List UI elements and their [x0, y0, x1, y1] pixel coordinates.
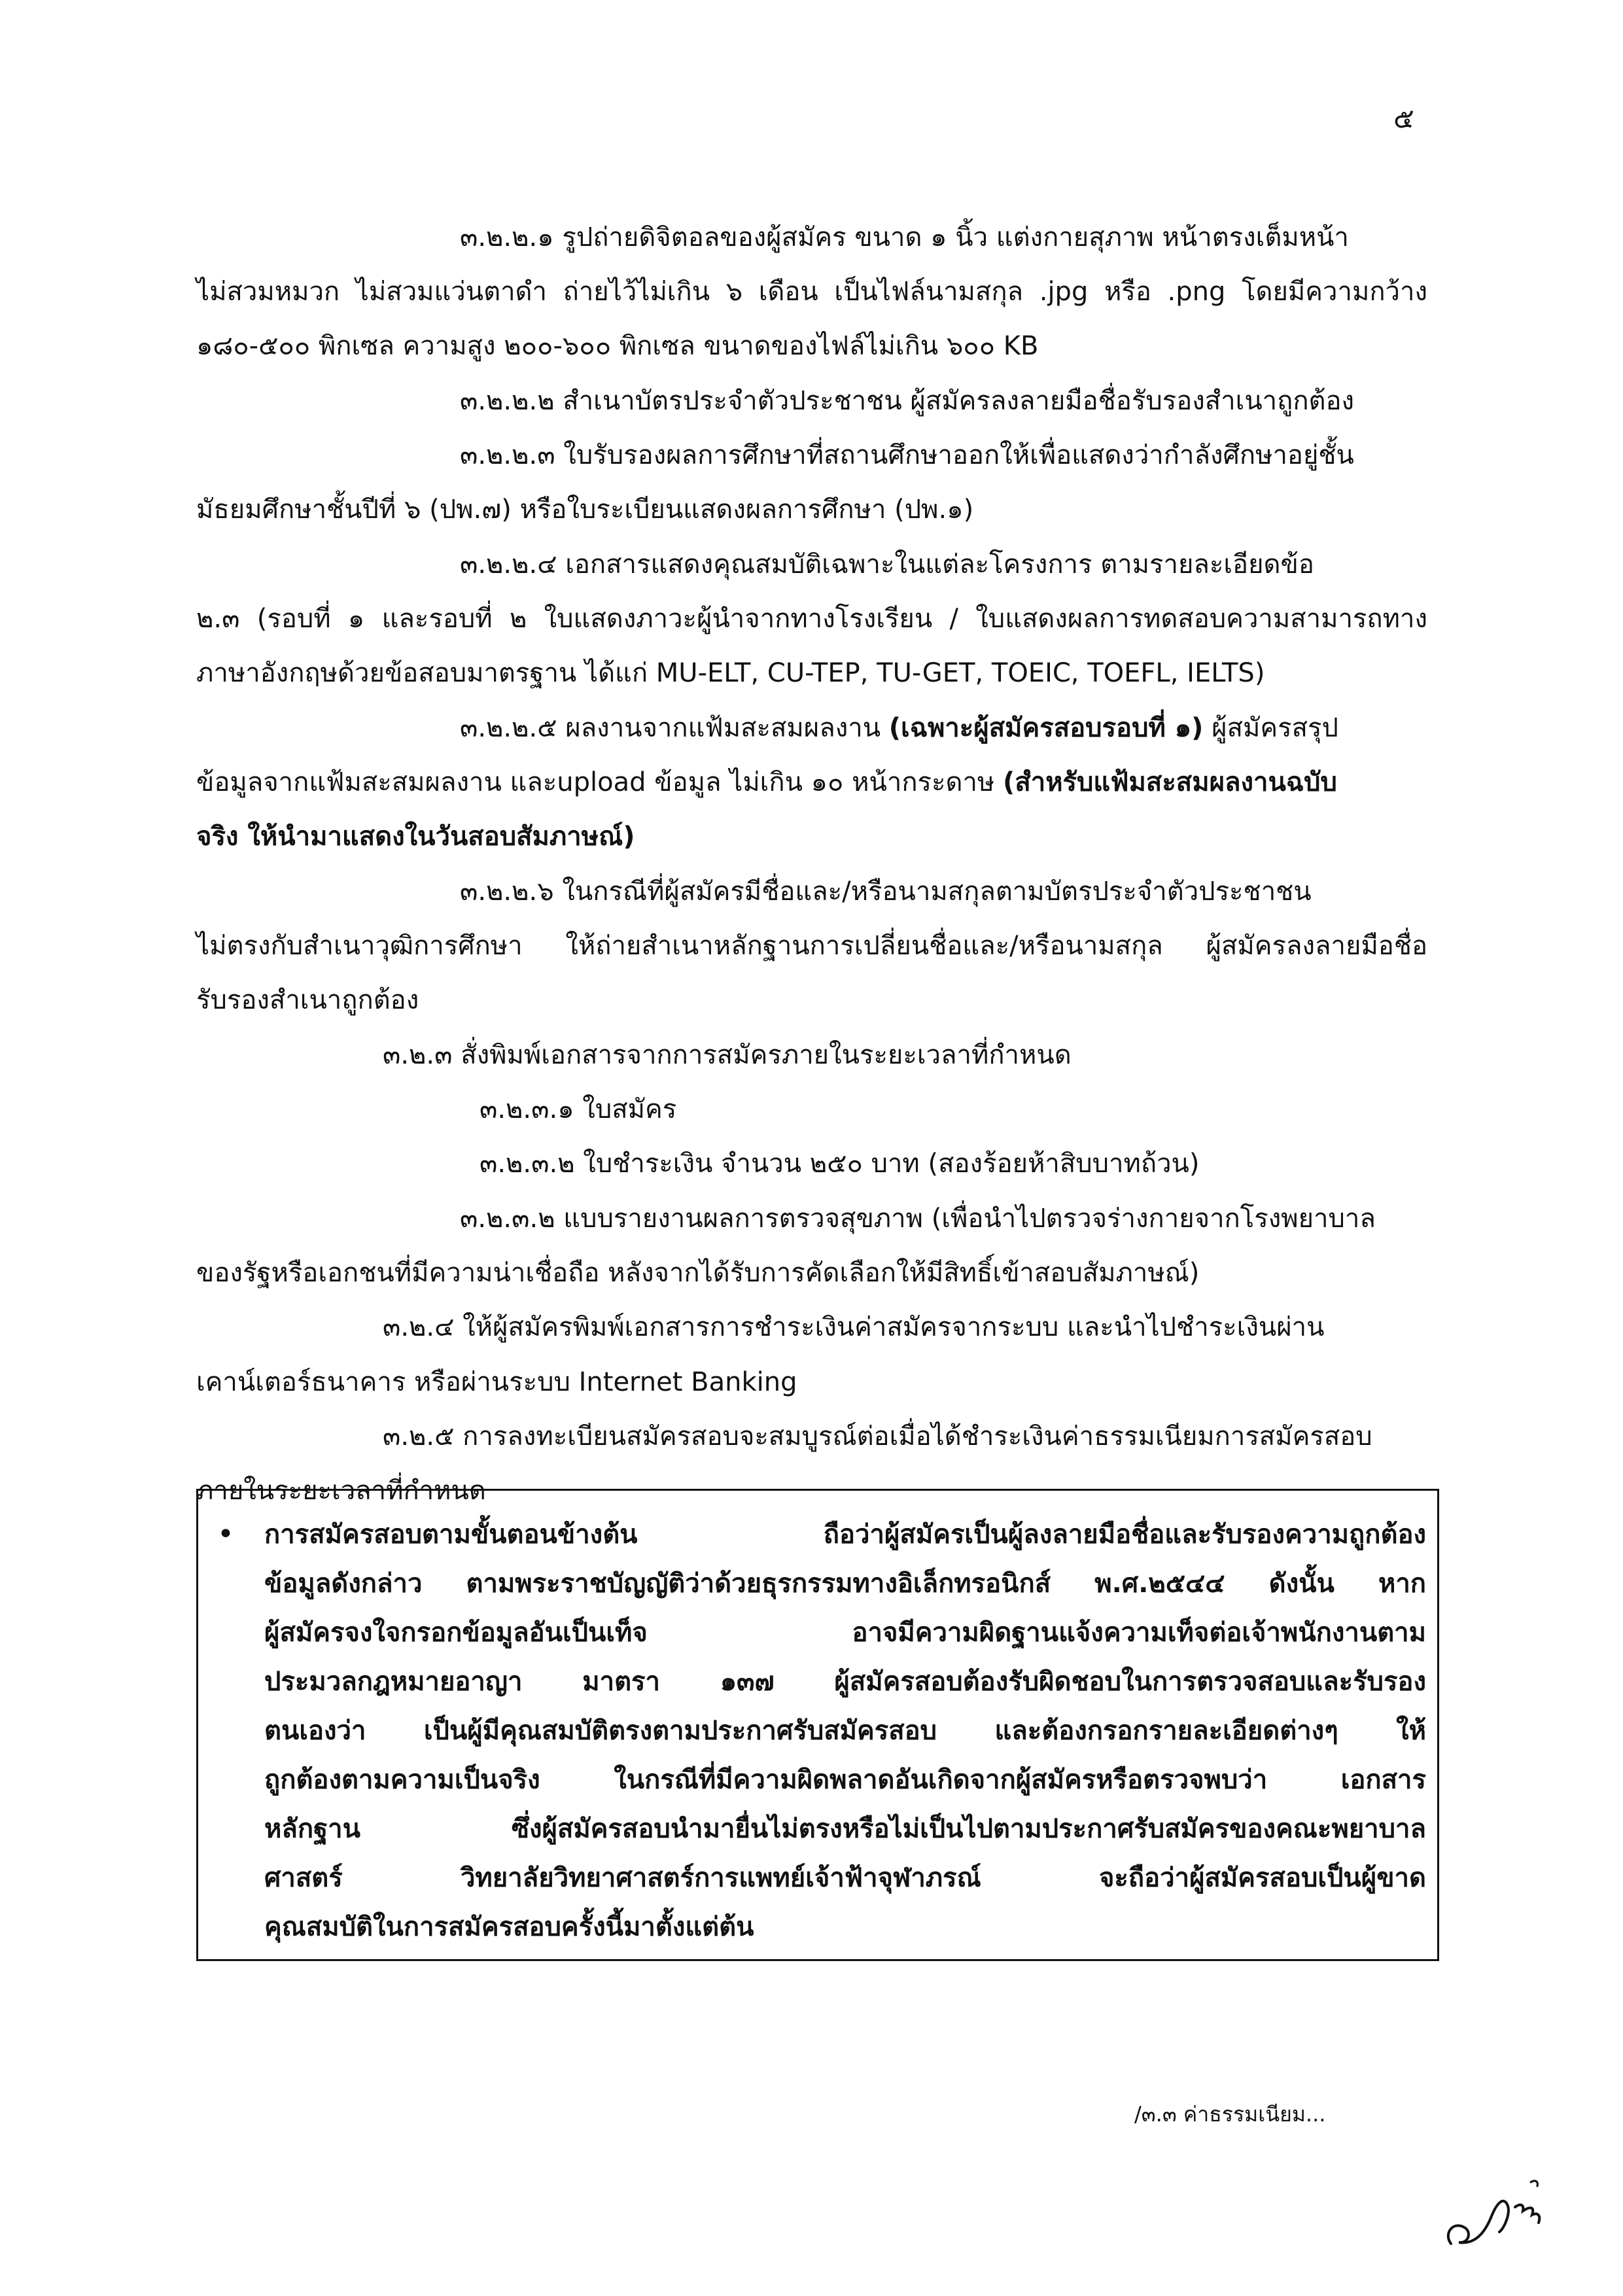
notice-line-9: คุณสมบัติในการสมัครสอบครั้งนี้มาตั้งแต่ต้น [264, 1912, 754, 1942]
item-3-2-4-line-2: เคาน์เตอร์ธนาคาร หรือผ่านระบบ Internet Banking [196, 1367, 797, 1397]
notice-bullet: • [217, 1518, 234, 1551]
notice-line-1: การสมัครสอบตามขั้นตอนข้างต้น ถือว่าผู้สมัครเป็นผู้ลงลายมือชื่อและรับรองความถูกต้อง [264, 1520, 1426, 1550]
notice-line-6: ถูกต้องตามความเป็นจริง ในกรณีที่มีความผิดพลาดอันเกิดจากผู้สมัครหรือตรวจพบว่า เอกสาร [264, 1765, 1426, 1795]
item-3-2-2-5-text-c: ผู้สมัครสรุป [1203, 713, 1338, 743]
item-3-2-3: ๓.๒.๓ สั่งพิมพ์เอกสารจากการสมัครภายในระยะเวลาที่กำหนด [383, 1040, 1072, 1070]
item-3-2-2-3-line-2: มัธยมศึกษาชั้นปีที่ ๖ (ปพ.๗) หรือใบระเบียนแสดงผลการศึกษา (ปพ.๑) [196, 495, 974, 525]
notice-line-8: ศาสตร์ วิทยาลัยวิทยาศาสตร์การแพทย์เจ้าฟ้าจุฬาภรณ์ จะถือว่าผู้สมัครสอบเป็นผู้ขาด [264, 1863, 1426, 1893]
item-3-2-2-5-round-note: (เฉพาะผู้สมัครสอบรอบที่ ๑) [888, 713, 1204, 743]
item-3-2-2-1-line-1: ๓.๒.๒.๑ รูปถ่ายดิจิตอลของผู้สมัคร ขนาด ๑ นิ้ว แต่งกายสุภาพ หน้าตรงเต็มหน้า [460, 222, 1349, 252]
notice-line-5: ตนเองว่า เป็นผู้มีคุณสมบัติตรงตามประกาศรับสมัครสอบ และต้องกรอกรายละเอียดต่างๆ ให้ [264, 1716, 1426, 1746]
item-3-2-2-6-line-2: ไม่ตรงกับสำเนาวุฒิการศึกษา ให้ถ่ายสำเนาหลักฐานการเปลี่ยนชื่อและ/หรือนามสกุล ผู้สมัครลงลายมือชื่อ [196, 931, 1427, 961]
item-3-2-2-6-line-1: ๓.๒.๒.๖ ในกรณีที่ผู้สมัครมีชื่อและ/หรือนามสกุลตามบัตรประจำตัวประชาชน [460, 877, 1312, 907]
item-3-2-2-5-text-a: ๓.๒.๒.๕ ผลงานจากแฟ้มสะสมผลงาน [460, 713, 889, 743]
item-3-2-2-4-line-3: ภาษาอังกฤษด้วยข้อสอบมาตรฐาน ได้แก่ MU-ELT, CU-TEP, TU-GET, TOEIC, TOEFL, IELTS) [196, 658, 1265, 688]
item-3-2-2-4-line-1: ๓.๒.๒.๔ เอกสารแสดงคุณสมบัติเฉพาะในแต่ละโครงการ ตามรายละเอียดข้อ [460, 549, 1314, 580]
handwritten-initials [1439, 2165, 1570, 2263]
item-3-2-2-5-line-1 [460, 710, 1338, 746]
item-3-2-2-3-line-1: ๓.๒.๒.๓ ใบรับรองผลการศึกษาที่สถานศึกษาออกให้เพื่อแสดงว่ากำลังศึกษาอยู่ชั้น [460, 440, 1354, 470]
item-3-2-2-1-line-3: ๑๘๐-๕๐๐ พิกเซล ความสูง ๒๐๐-๖๐๐ พิกเซล ขนาดของไฟล์ไม่เกิน ๖๐๐ KB [196, 331, 1039, 361]
item-3-2-2-5-text-d: ข้อมูลจากแฟ้มสะสมผลงาน และupload ข้อมูล ไม่เกิน ๑๐ หน้ากระดาษ [196, 767, 1003, 797]
notice-line-3: ผู้สมัครจงใจกรอกข้อมูลอันเป็นเท็จ อาจมีความผิดฐานแจ้งความเท็จต่อเจ้าพนักงานตาม [264, 1618, 1426, 1648]
item-3-2-3-2: ๓.๒.๓.๒ ใบชำระเงิน จำนวน ๒๕๐ บาท (สองร้อยห้าสิบบาทถ้วน) [480, 1149, 1200, 1179]
item-3-2-4-line-1: ๓.๒.๔ ให้ผู้สมัครพิมพ์เอกสารการชำระเงินค่าสมัครจากระบบ และนำไปชำระเงินผ่าน [383, 1312, 1325, 1342]
continuation-footer: /๓.๓ ค่าธรรมเนียม... [1134, 2102, 1326, 2127]
item-3-2-3-3-line-1: ๓.๒.๓.๒ แบบรายงานผลการตรวจสุขภาพ (เพื่อนำไปตรวจร่างกายจากโรงพยาบาล [460, 1204, 1376, 1234]
item-3-2-2-5-line-2 [196, 764, 1337, 801]
item-3-2-2-5-original-note: (สำหรับแฟ้มสะสมผลงานฉบับ [1003, 767, 1337, 797]
item-3-2-3-1: ๓.๒.๓.๑ ใบสมัคร [480, 1094, 677, 1124]
notice-line-4: ประมวลกฎหมายอาญา มาตรา ๑๓๗ ผู้สมัครสอบต้องรับผิดชอบในการตรวจสอบและรับรอง [264, 1667, 1426, 1697]
item-3-2-2-1-line-2: ไม่สวมหมวก ไม่สวมแว่นตาดำ ถ่ายไว้ไม่เกิน ๖ เดือน เป็นไฟล์นามสกุล .jpg หรือ .png โดยมีความกว้าง [196, 277, 1427, 307]
item-3-2-2-4-line-2: ๒.๓ (รอบที่ ๑ และรอบที่ ๒ ใบแสดงภาวะผู้นำจากทางโรงเรียน / ใบแสดงผลการทดสอบความสามารถทาง [196, 604, 1427, 634]
item-3-2-2-5-line-3: จริง ให้นำมาแสดงในวันสอบสัมภาษณ์) [196, 822, 635, 852]
page-number: ๕ [1393, 102, 1414, 134]
item-3-2-3-3-line-2: ของรัฐหรือเอกชนที่มีความน่าเชื่อถือ หลังจากได้รับการคัดเลือกให้มีสิทธิ์เข้าสอบสัมภาษณ์) [196, 1258, 1200, 1288]
notice-line-2: ข้อมูลดังกล่าว ตามพระราชบัญญัติว่าด้วยธุรกรรมทางอิเล็กทรอนิกส์ พ.ศ.๒๕๔๔ ดังนั้น หาก [264, 1569, 1426, 1599]
item-3-2-5-line-2: ภายในระยะเวลาที่กำหนด [196, 1476, 486, 1506]
item-3-2-2-6-line-3: รับรองสำเนาถูกต้อง [196, 985, 419, 1015]
item-3-2-5-line-1: ๓.๒.๕ การลงทะเบียนสมัครสอบจะสมบูรณ์ต่อเมื่อได้ชำระเงินค่าธรรมเนียมการสมัครสอบ [383, 1421, 1372, 1452]
item-3-2-2-2: ๓.๒.๒.๒ สำเนาบัตรประจำตัวประชาชน ผู้สมัครลงลายมือชื่อรับรองสำเนาถูกต้อง [460, 386, 1355, 416]
notice-line-7: หลักฐาน ซึ่งผู้สมัครสอบนำมายื่นไม่ตรงหรือไม่เป็นไปตามประกาศรับสมัครของคณะพยาบาล [264, 1814, 1426, 1844]
